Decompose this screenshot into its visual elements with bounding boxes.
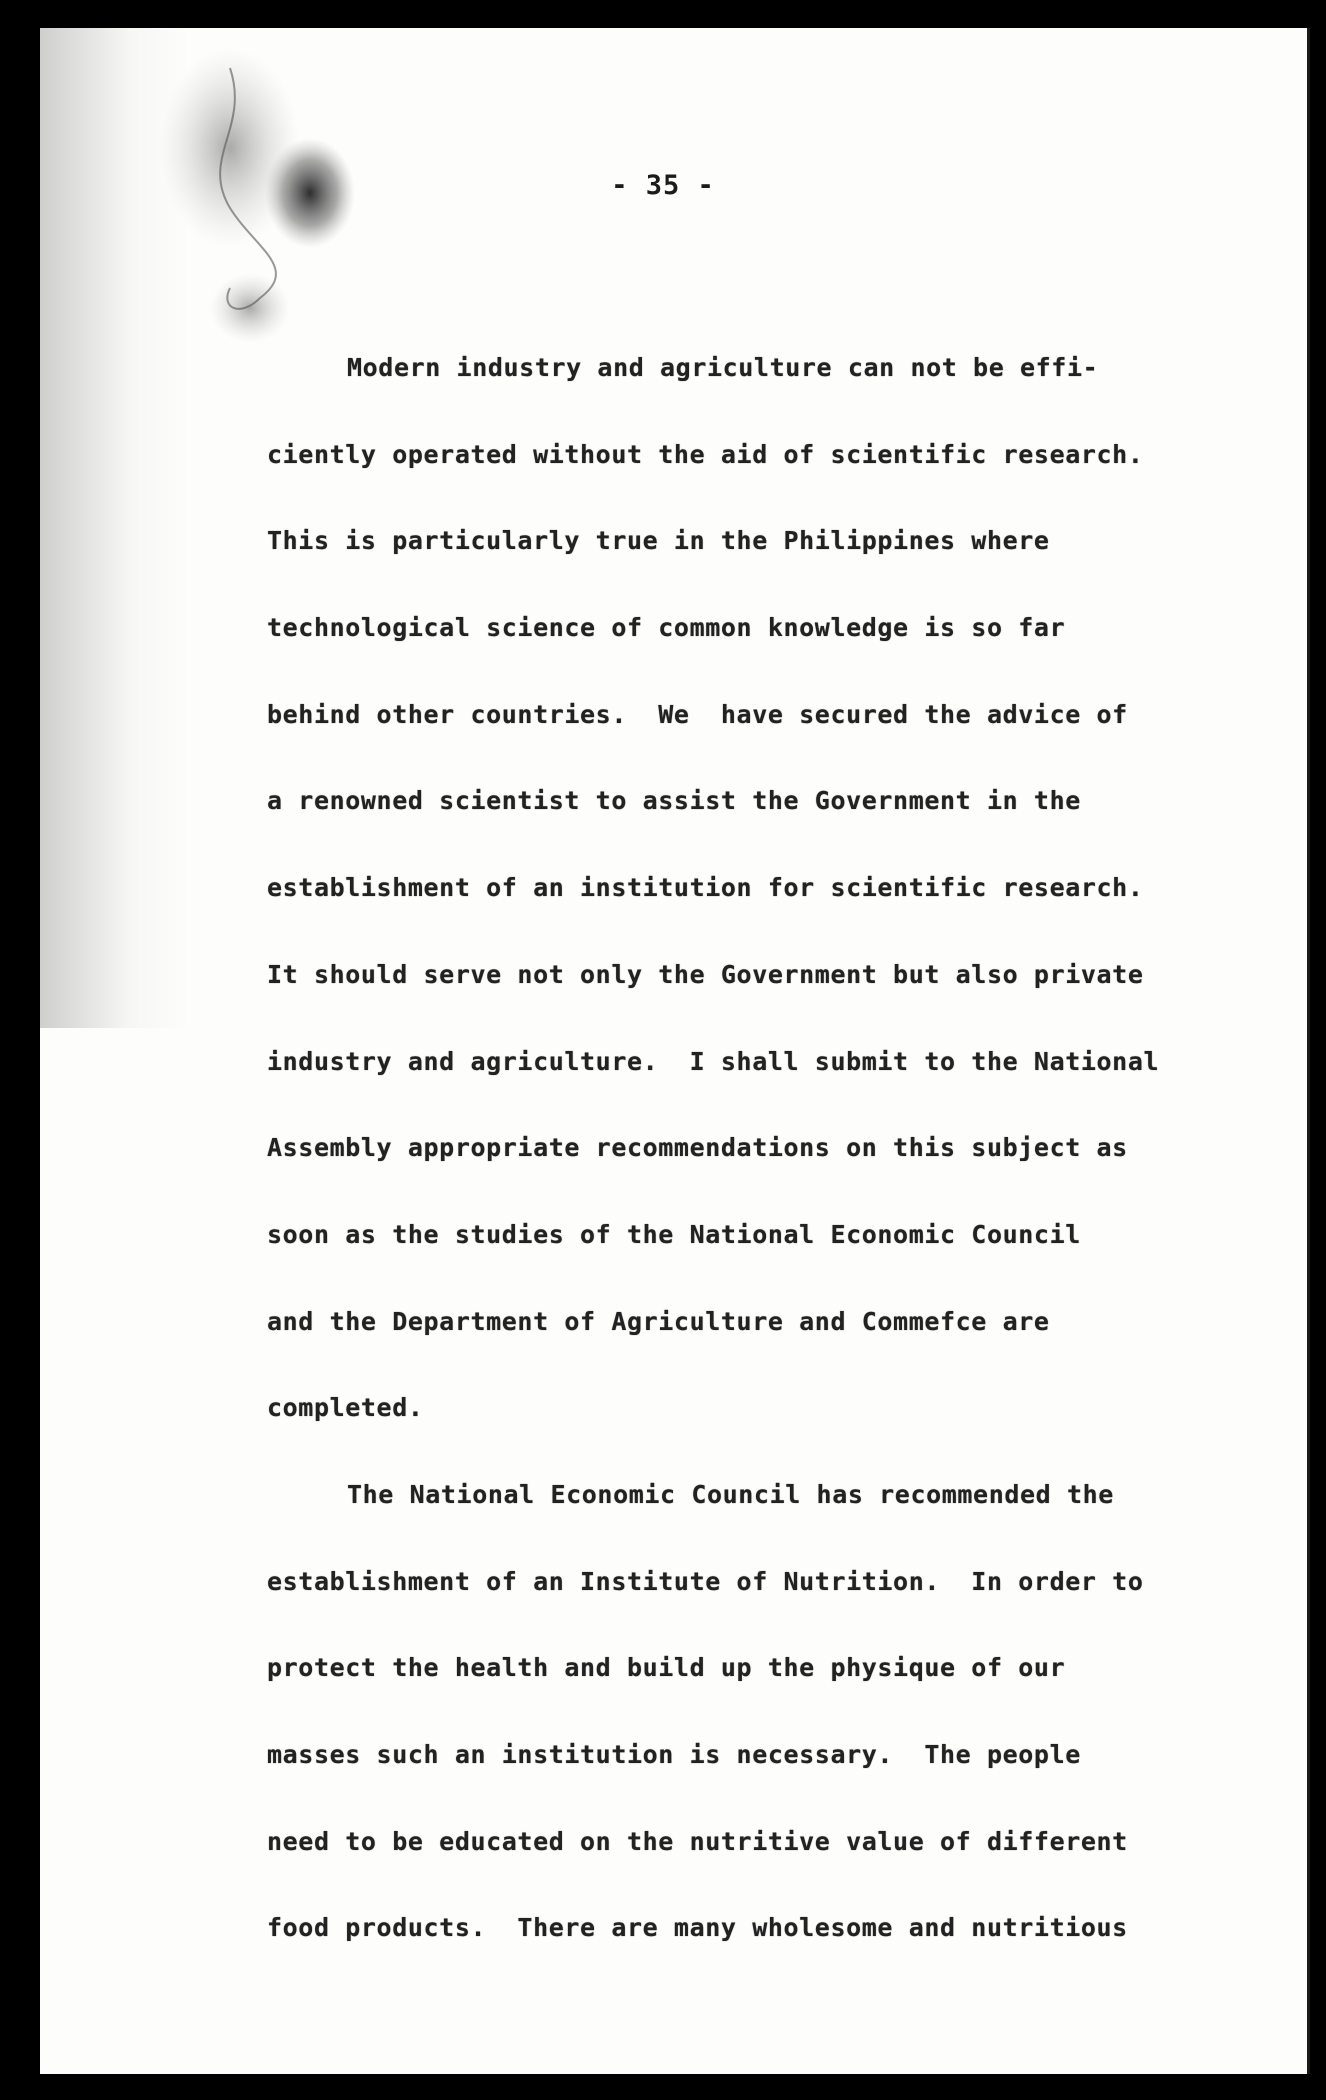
paragraph-2 (267, 1452, 1267, 1972)
text-line: completed. (267, 1393, 424, 1423)
text-line: soon as the studies of the National Economic Council (267, 1219, 1081, 1249)
text-line: The National Economic Council has recommended the (347, 1479, 1114, 1509)
text-line: masses such an institution is necessary. The people (267, 1740, 1081, 1769)
text-line: protect the health and build up the physique of our (267, 1653, 1066, 1683)
text-line: establishment of an Institute of Nutrition. In order to (267, 1566, 1144, 1596)
body-text (267, 325, 1267, 1972)
text-line: technological science of common knowledge is so far (267, 613, 1066, 643)
paragraph-1 (267, 325, 1267, 1452)
text-line: Assembly appropriate recommendations on this subject as (267, 1133, 1128, 1163)
text-line: ciently operated without the aid of scientific research. (267, 439, 1144, 469)
text-line: This is particularly true in the Philippines where (267, 526, 1050, 556)
text-line: industry and agriculture. I shall submit to the National (267, 1046, 1160, 1076)
page-number: - 35 - (611, 170, 715, 201)
text-line: a renowned scientist to assist the Government in the (267, 786, 1081, 816)
text-line: need to be educated on the nutritive value of different (267, 1826, 1128, 1856)
text-line: It should serve not only the Government but also private (267, 959, 1144, 989)
text-line: behind other countries. We have secured the advice of (267, 699, 1128, 729)
text-line: and the Department of Agriculture and Commefce are (267, 1306, 1050, 1336)
text-line: Modern industry and agriculture can not be effi- (347, 353, 1099, 382)
text-line: food products. There are many wholesome and nutritious (267, 1913, 1128, 1943)
page-edge (1307, 28, 1310, 2074)
text-line: establishment of an institution for scientific research. (267, 873, 1144, 903)
